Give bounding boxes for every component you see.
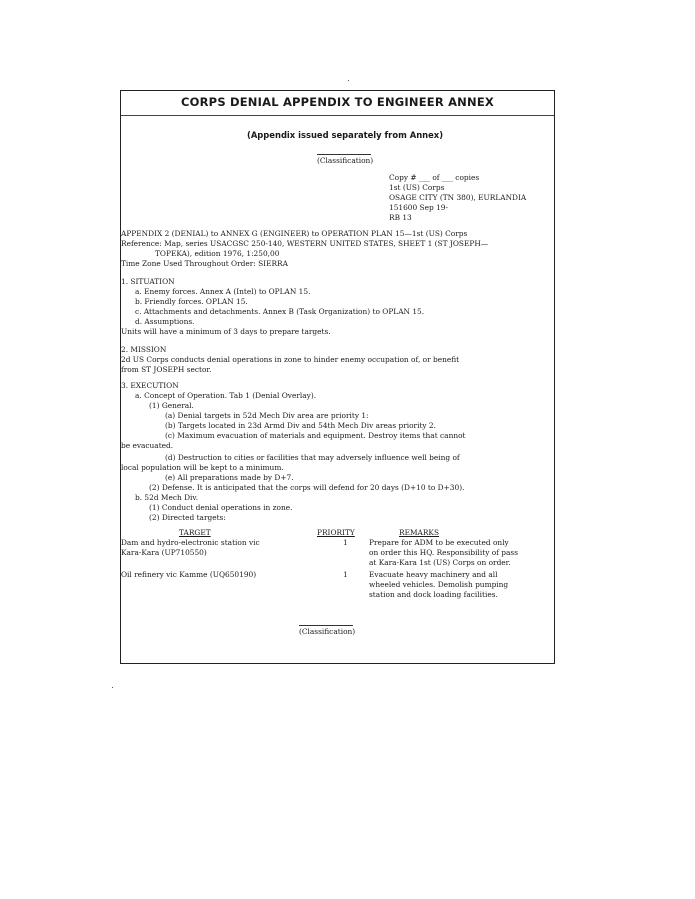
situation-heading: 1. SITUATION xyxy=(121,277,175,286)
execution-line: a. Concept of Operation. Tab 1 (Denial Overlay). xyxy=(135,391,317,400)
time-zone-line: Time Zone Used Throughout Order: SIERRA xyxy=(121,259,288,268)
execution-line: local population will be kept to a minimum. xyxy=(121,463,284,472)
mission-line-2: from ST JOSEPH sector. xyxy=(121,365,212,374)
rb-line: RB 13 xyxy=(389,213,412,222)
classification-top: (Classification) xyxy=(317,156,374,165)
table-cell-remarks: Prepare for ADM to be executed only xyxy=(369,538,509,547)
table-cell-target: Oil refinery vic Kamme (UQ650190) xyxy=(121,570,257,579)
table-cell-target: Kara-Kara (UP710550) xyxy=(121,548,207,557)
execution-line: (a) Denial targets in 52d Mech Div area are priority 1: xyxy=(165,411,369,420)
location-line: OSAGE CITY (TN 380), EURLANDIA xyxy=(389,193,527,202)
appendix-line: APPENDIX 2 (DENIAL) to ANNEX G (ENGINEER) to OPERATION PLAN 15—1st (US) Corps xyxy=(121,229,468,238)
table-header-target: TARGET xyxy=(179,528,211,537)
classification-rule xyxy=(299,625,353,626)
copy-line: Copy # ___ of ___ copies xyxy=(389,173,480,182)
table-header-remarks: REMARKS xyxy=(399,528,440,537)
page-title: CORPS DENIAL APPENDIX TO ENGINEER ANNEX xyxy=(181,95,494,109)
table-header-priority: PRIORITY xyxy=(317,528,355,537)
table-cell-priority: 1 xyxy=(343,538,348,547)
classification-bottom: (Classification) xyxy=(299,627,356,636)
situation-item-b: b. Friendly forces. OPLAN 15. xyxy=(135,297,248,306)
situation-item-a: a. Enemy forces. Annex A (Intel) to OPLAN 15. xyxy=(135,287,311,296)
execution-line: b. 52d Mech Div. xyxy=(135,493,199,502)
document-frame xyxy=(120,90,555,664)
classification-rule xyxy=(317,154,371,155)
table-cell-remarks: wheeled vehicles. Demolish pumping xyxy=(369,580,509,589)
table-cell-remarks: at Kara-Kara 1st (US) Corps on order. xyxy=(369,558,511,567)
execution-line: (1) General. xyxy=(149,401,194,410)
execution-line: (d) Destruction to cities or facilities that may adversely influence well being of xyxy=(165,453,460,462)
table-cell-priority: 1 xyxy=(343,570,348,579)
situation-item-d: d. Assumptions. xyxy=(135,317,195,326)
execution-line: (b) Targets located in 23d Armd Div and 54th Mech Div areas priority 2. xyxy=(165,421,436,430)
scan-speck xyxy=(348,80,349,81)
execution-heading: 3. EXECUTION xyxy=(121,381,179,390)
scan-speck xyxy=(112,687,113,688)
execution-line: be evacuated. xyxy=(121,441,174,450)
unit-line: 1st (US) Corps xyxy=(389,183,445,192)
mission-line-1: 2d US Corps conducts denial operations in zone to hinder enemy occupation of, or benefit xyxy=(121,355,460,364)
subtitle: (Appendix issued separately from Annex) xyxy=(247,130,444,140)
execution-line: (1) Conduct denial operations in zone. xyxy=(149,503,293,512)
execution-line: (2) Directed targets: xyxy=(149,513,226,522)
reference-line-2: TOPEKA), edition 1976, 1:250,00 xyxy=(155,249,280,258)
situation-item-c: c. Attachments and detachments. Annex B (Task Organization) to OPLAN 15. xyxy=(135,307,425,316)
title-bar xyxy=(121,91,554,116)
execution-line: (e) All preparations made by D+7. xyxy=(165,473,294,482)
reference-line-1: Reference: Map, series USACGSC 250-140, WESTERN UNITED STATES, SHEET 1 (ST JOSEPH— xyxy=(121,239,489,248)
table-cell-remarks: station and dock loading facilities. xyxy=(369,590,498,599)
situation-note: Units will have a minimum of 3 days to prepare targets. xyxy=(121,327,331,336)
mission-heading: 2. MISSION xyxy=(121,345,167,354)
dtg-line: 151600 Sep 19- xyxy=(389,203,448,212)
table-cell-remarks: on order this HQ. Responsibility of pass xyxy=(369,548,518,557)
execution-line: (2) Defense. It is anticipated that the corps will defend for 20 days (D+10 to D+30). xyxy=(149,483,465,492)
table-cell-remarks: Evacuate heavy machinery and all xyxy=(369,570,498,579)
execution-line: (c) Maximum evacuation of materials and equipment. Destroy items that cannot xyxy=(165,431,466,440)
table-cell-target: Dam and hydro-electronic station vic xyxy=(121,538,260,547)
